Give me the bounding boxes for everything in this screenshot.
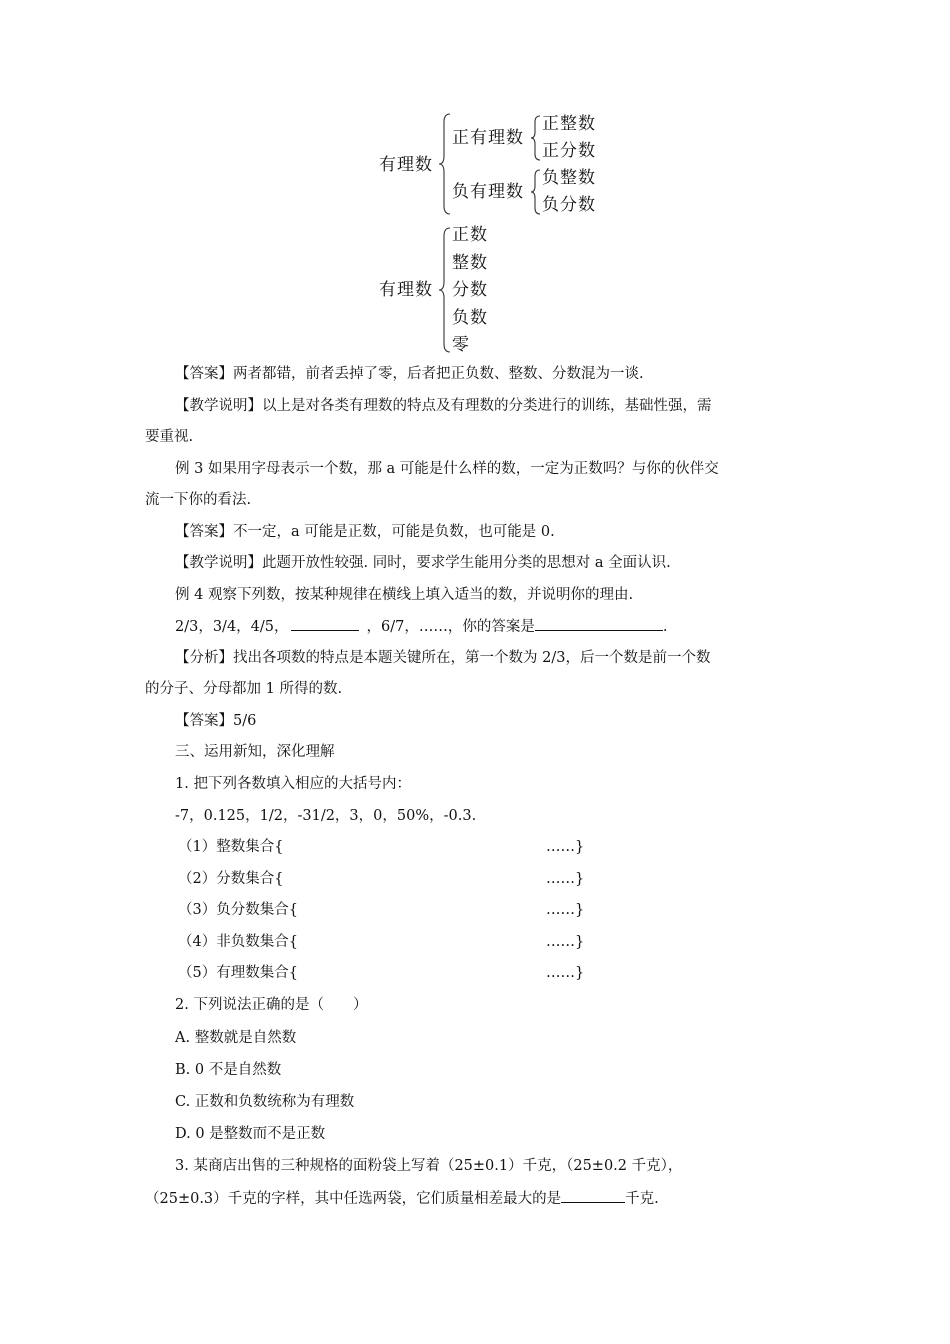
set-label: （1）整数集合{ (178, 839, 284, 855)
question-3: 3. 某商店出售的三种规格的面粉袋上写着（25±0.1）千克，（25±0.2 千克）， (175, 1158, 683, 1174)
diagram1-leaf: 负整数 (542, 168, 596, 188)
diagram2-item: 分数 (452, 280, 488, 300)
example-3: 例 3 如果用字母表示一个数，那 a 可能是什么样的数，一定为正数吗？与你的伙伴交 (175, 461, 719, 477)
diagram2-item: 零 (452, 335, 470, 355)
diagram1-leaf: 正分数 (542, 141, 596, 161)
question-2: 2. 下列说法正确的是（ ） (175, 997, 368, 1013)
set-label: （4）非负数集合{ (178, 934, 298, 950)
answer-paragraph: 【答案】不一定，a 可能是正数，可能是负数，也可能是 0. (175, 524, 555, 540)
diagram2-item: 整数 (452, 253, 488, 273)
sequence-rest: ，6/7，……，你的答案是 (366, 619, 535, 635)
diagram1-leaf: 负分数 (542, 195, 596, 215)
set-end: ……} (546, 871, 585, 887)
analysis-paragraph: 【分析】找出各项数的特点是本题关键所在，第一个数为 2/3，后一个数是前一个数 (175, 650, 711, 666)
fill-in-blank[interactable] (291, 616, 359, 631)
option-c: C. 正数和负数统称为有理数 (175, 1094, 355, 1110)
question-3-text: （25±0.3）千克的字样，其中任选两袋，它们质量相差最大的是 (145, 1191, 562, 1207)
set-end: ……} (546, 934, 585, 950)
brace-icon (438, 226, 452, 354)
set-end: ……} (546, 839, 585, 855)
example-4: 例 4 观察下列数，按某种规律在横线上填入适当的数，并说明你的理由. (175, 587, 634, 603)
set-end: ……} (546, 902, 585, 918)
diagram1-leaf: 正整数 (542, 114, 596, 134)
answer-paragraph: 【答案】5/6 (175, 713, 257, 729)
section-heading: 三、运用新知，深化理解 (175, 744, 335, 760)
diagram1-root: 有理数 (379, 155, 433, 175)
question-1-numbers: -7，0.125，1/2，-31/2，3，0，50%，-0.3. (175, 808, 477, 824)
teaching-note: 要重视. (145, 429, 194, 445)
brace-icon (530, 168, 542, 216)
answer-blank[interactable] (535, 616, 663, 631)
question-3 (145, 1188, 659, 1209)
question-1: 1. 把下列各数填入相应的大括号内： (175, 776, 411, 792)
option-b: B. 0 不是自然数 (175, 1062, 282, 1078)
teaching-note: 【教学说明】此题开放性较强. 同时，要求学生能用分类的思想对 a 全面认识. (175, 555, 671, 571)
question-3-unit: 千克. (625, 1191, 659, 1207)
diagram2-item: 负数 (452, 308, 488, 328)
option-a: A. 整数就是自然数 (175, 1030, 297, 1046)
set-label: （5）有理数集合{ (178, 965, 298, 981)
set-label: （2）分数集合{ (178, 871, 284, 887)
brace-icon (530, 114, 542, 162)
set-end: ……} (546, 965, 585, 981)
sequence-start: 2/3，3/4，4/5， (175, 619, 289, 635)
example-3: 流一下你的看法. (145, 492, 252, 508)
option-d: D. 0 是整数而不是正数 (175, 1126, 326, 1142)
diagram2-root: 有理数 (379, 280, 433, 300)
diagram2-item: 正数 (452, 225, 488, 245)
diagram1-branch2: 负有理数 (452, 182, 524, 202)
analysis-paragraph: 的分子、分母都加 1 所得的数. (145, 681, 343, 697)
set-label: （3）负分数集合{ (178, 902, 298, 918)
diagram1-branch1: 正有理数 (452, 128, 524, 148)
example-4-sequence (175, 616, 667, 637)
sequence-period: . (662, 619, 668, 635)
answer-blank[interactable] (561, 1188, 625, 1203)
brace-icon (438, 112, 452, 216)
answer-paragraph: 【答案】两者都错，前者丢掉了零，后者把正负数、整数、分数混为一谈. (175, 366, 644, 382)
teaching-note: 【教学说明】以上是对各类有理数的特点及有理数的分类进行的训练，基础性强，需 (175, 398, 712, 414)
